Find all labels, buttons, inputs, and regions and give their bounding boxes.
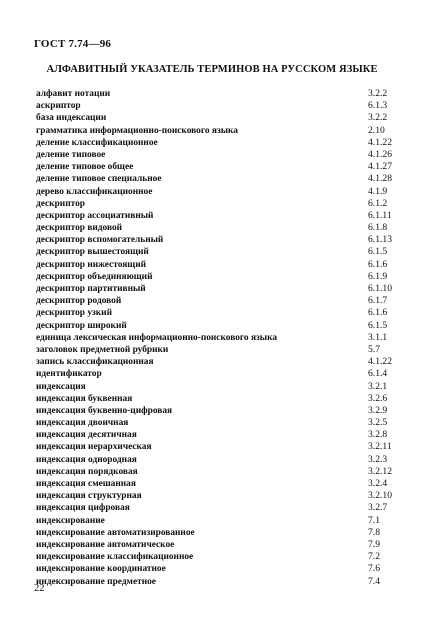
index-entry-term: единица лексическая информационно-поискового языка (36, 332, 278, 343)
index-entry-term: дескриптор видовой (36, 223, 123, 234)
index-entry-term: индексирование автоматическое (36, 539, 175, 550)
index-entry-term: индексирование предметное (36, 576, 156, 587)
index-entry-reference: 4.1.27 (368, 161, 392, 173)
index-entry-row (36, 576, 396, 588)
index-entry-reference: 3.2.1 (368, 380, 388, 392)
index-entry-row (36, 283, 396, 295)
index-entry-term: дескриптор ассоциативный (36, 210, 154, 221)
index-entry-row (36, 307, 396, 319)
index-entry-reference: 4.1.28 (368, 173, 392, 185)
index-entry-row (36, 125, 396, 137)
index-entry-reference: 3.2.5 (368, 417, 388, 429)
index-entry-row (36, 466, 396, 478)
index-entry-reference: 3.2.4 (368, 478, 388, 489)
index-entry-reference: 3.2.8 (368, 429, 388, 441)
index-entry-row (36, 551, 396, 563)
index-entry-reference: 3.2.3 (368, 453, 388, 465)
index-entry-term: индексация смешанная (36, 479, 136, 489)
index-entry-row (36, 149, 396, 161)
index-entry-term: дескриптор вышестоящий (36, 247, 149, 258)
index-entry-term: дескриптор (36, 198, 85, 209)
index-entry-reference: 3.2.10 (368, 490, 392, 502)
index-entry-term: деление типовое общее (36, 162, 134, 173)
index-entry-row (36, 320, 396, 332)
index-entry-reference: 6.1.9 (368, 270, 388, 282)
index-entry-term: индексация порядковая (36, 466, 138, 477)
index-entry-row (36, 478, 396, 490)
index-entry-reference: 3.1.1 (368, 331, 388, 343)
index-entry-term: индексация буквенная (36, 393, 133, 404)
index-entry-row (36, 137, 396, 149)
index-entry-row (36, 295, 396, 307)
index-entry-reference: 7.4 (368, 575, 380, 587)
index-entry-row (36, 381, 396, 393)
index-entry-reference: 3.2.2 (368, 112, 388, 124)
index-entry-row (36, 100, 396, 112)
index-entry-term: индексация (36, 381, 86, 392)
index-entry-row (36, 271, 396, 283)
index-entry-term: индексация цифровая (36, 503, 130, 514)
index-entry-row (36, 393, 396, 405)
index-entry-row (36, 259, 396, 271)
index-entry-row (36, 502, 396, 514)
index-entry-row (36, 234, 396, 246)
index-entry-reference: 7.8 (368, 526, 380, 538)
index-entry-reference: 3.2.12 (368, 465, 392, 477)
index-entry-row (36, 332, 396, 344)
index-entry-term: индексирование классификационное (36, 552, 194, 563)
index-entry-reference: 3.2.11 (368, 441, 392, 453)
index-entry-term: дескриптор объединяющий (36, 271, 153, 282)
index-entry-reference: 3.2.6 (368, 392, 388, 404)
index-entry-reference: 6.1.8 (368, 222, 388, 234)
index-entry-reference: 6.1.5 (368, 319, 388, 331)
index-entry-reference: 7.9 (368, 538, 380, 550)
index-entry-term: аскриптор (36, 101, 81, 112)
document-header-code: ГОСТ 7.74—96 (34, 38, 112, 50)
index-entry-term: дескриптор широкий (36, 320, 127, 331)
index-entry-row (36, 490, 396, 502)
index-entry-reference: 3.2.9 (368, 404, 388, 416)
index-entry-row (36, 112, 396, 124)
index-entry-row (36, 186, 396, 198)
index-entry-reference: 6.1.5 (368, 246, 388, 258)
index-entry-reference: 6.1.6 (368, 258, 388, 270)
index-entry-row (36, 344, 396, 356)
index-entry-term: индексирование автоматизированное (36, 527, 195, 538)
index-entry-row (36, 356, 396, 368)
index-entry-term: индексация структурная (36, 491, 142, 502)
index-entry-row (36, 515, 396, 527)
index-entry-reference: 6.1.3 (368, 100, 388, 112)
index-entry-reference: 5.7 (368, 343, 380, 355)
index-entry-row (36, 173, 396, 185)
index-entry-term: дерево классификационное (36, 186, 153, 197)
index-entry-reference: 7.1 (368, 514, 380, 526)
page-number: 22 (34, 583, 45, 594)
index-entry-term: база индексации (36, 113, 107, 124)
index-entry-term: дескриптор узкий (36, 308, 112, 319)
index-entry-reference: 3.2.7 (368, 502, 388, 514)
index-entry-reference: 6.1.11 (368, 209, 392, 221)
index-entry-term: грамматика информационно-поискового языка (36, 125, 238, 136)
index-entry-term: индексация десятичная (36, 430, 137, 441)
index-entry-reference: 4.1.22 (368, 136, 392, 148)
index-entry-row (36, 429, 396, 441)
index-entry-row (36, 454, 396, 466)
index-entry-term: индексирование координатное (36, 564, 166, 575)
index-entry-row (36, 417, 396, 429)
index-entry-row (36, 563, 396, 575)
index-entry-term: индексация буквенно-цифровая (36, 405, 173, 416)
index-entry-term: индексирование (36, 515, 105, 526)
index-entry-term: дескриптор родовой (36, 296, 122, 307)
index-entry-reference: 6.1.6 (368, 307, 388, 319)
index-entry-row (36, 539, 396, 551)
index-entry-reference: 6.1.7 (368, 295, 388, 307)
index-entry-term: деление типовое специальное (36, 174, 162, 185)
index-title: АЛФАВИТНЫЙ УКАЗАТЕЛЬ ТЕРМИНОВ НА РУССКОМ ЯЗЫКЕ (46, 64, 378, 75)
index-entry-term: дескриптор партитивный (36, 284, 146, 294)
index-entry-reference: 3.2.2 (368, 88, 388, 99)
index-entry-term: индексация двоичная (36, 418, 129, 429)
index-entry-row (36, 527, 396, 539)
index-entry-term: дескриптор нижестоящий (36, 259, 147, 270)
index-entry-reference: 4.1.22 (368, 356, 392, 368)
index-entry-row (36, 405, 396, 417)
index-entry-term: дескриптор вспомогательный (36, 235, 164, 246)
index-entry-term: заголовок предметной рубрики (36, 344, 169, 355)
index-entry-row (36, 222, 396, 234)
index-entry-row (36, 210, 396, 222)
index-entry-reference: 4.1.9 (368, 185, 388, 197)
index-entry-term: запись классификационная (36, 357, 154, 368)
index-entry-row (36, 198, 396, 210)
index-entry-term: деление классификационное (36, 137, 158, 148)
index-entry-row (36, 88, 396, 100)
index-entry-term: индексация однородная (36, 454, 137, 465)
index-entry-row (36, 441, 396, 453)
index-entry-reference: 6.1.2 (368, 197, 388, 209)
index-entry-row (36, 368, 396, 380)
index-entry-reference: 2.10 (368, 124, 385, 136)
index-entry-reference: 4.1.26 (368, 148, 392, 160)
index-entry-reference: 6.1.10 (368, 283, 392, 294)
index-entry-term: алфавит нотации (36, 89, 111, 99)
term-index-list (36, 88, 396, 588)
index-entry-reference: 6.1.13 (368, 234, 392, 246)
index-entry-term: деление типовое (36, 149, 106, 160)
index-entry-reference: 6.1.4 (368, 368, 388, 380)
index-entry-term: идентификатор (36, 369, 102, 380)
index-entry-row (36, 161, 396, 173)
index-entry-reference: 7.2 (368, 551, 380, 563)
index-entry-term: индексация иерархическая (36, 442, 152, 453)
index-entry-reference: 7.6 (368, 563, 380, 575)
index-entry-row (36, 246, 396, 258)
